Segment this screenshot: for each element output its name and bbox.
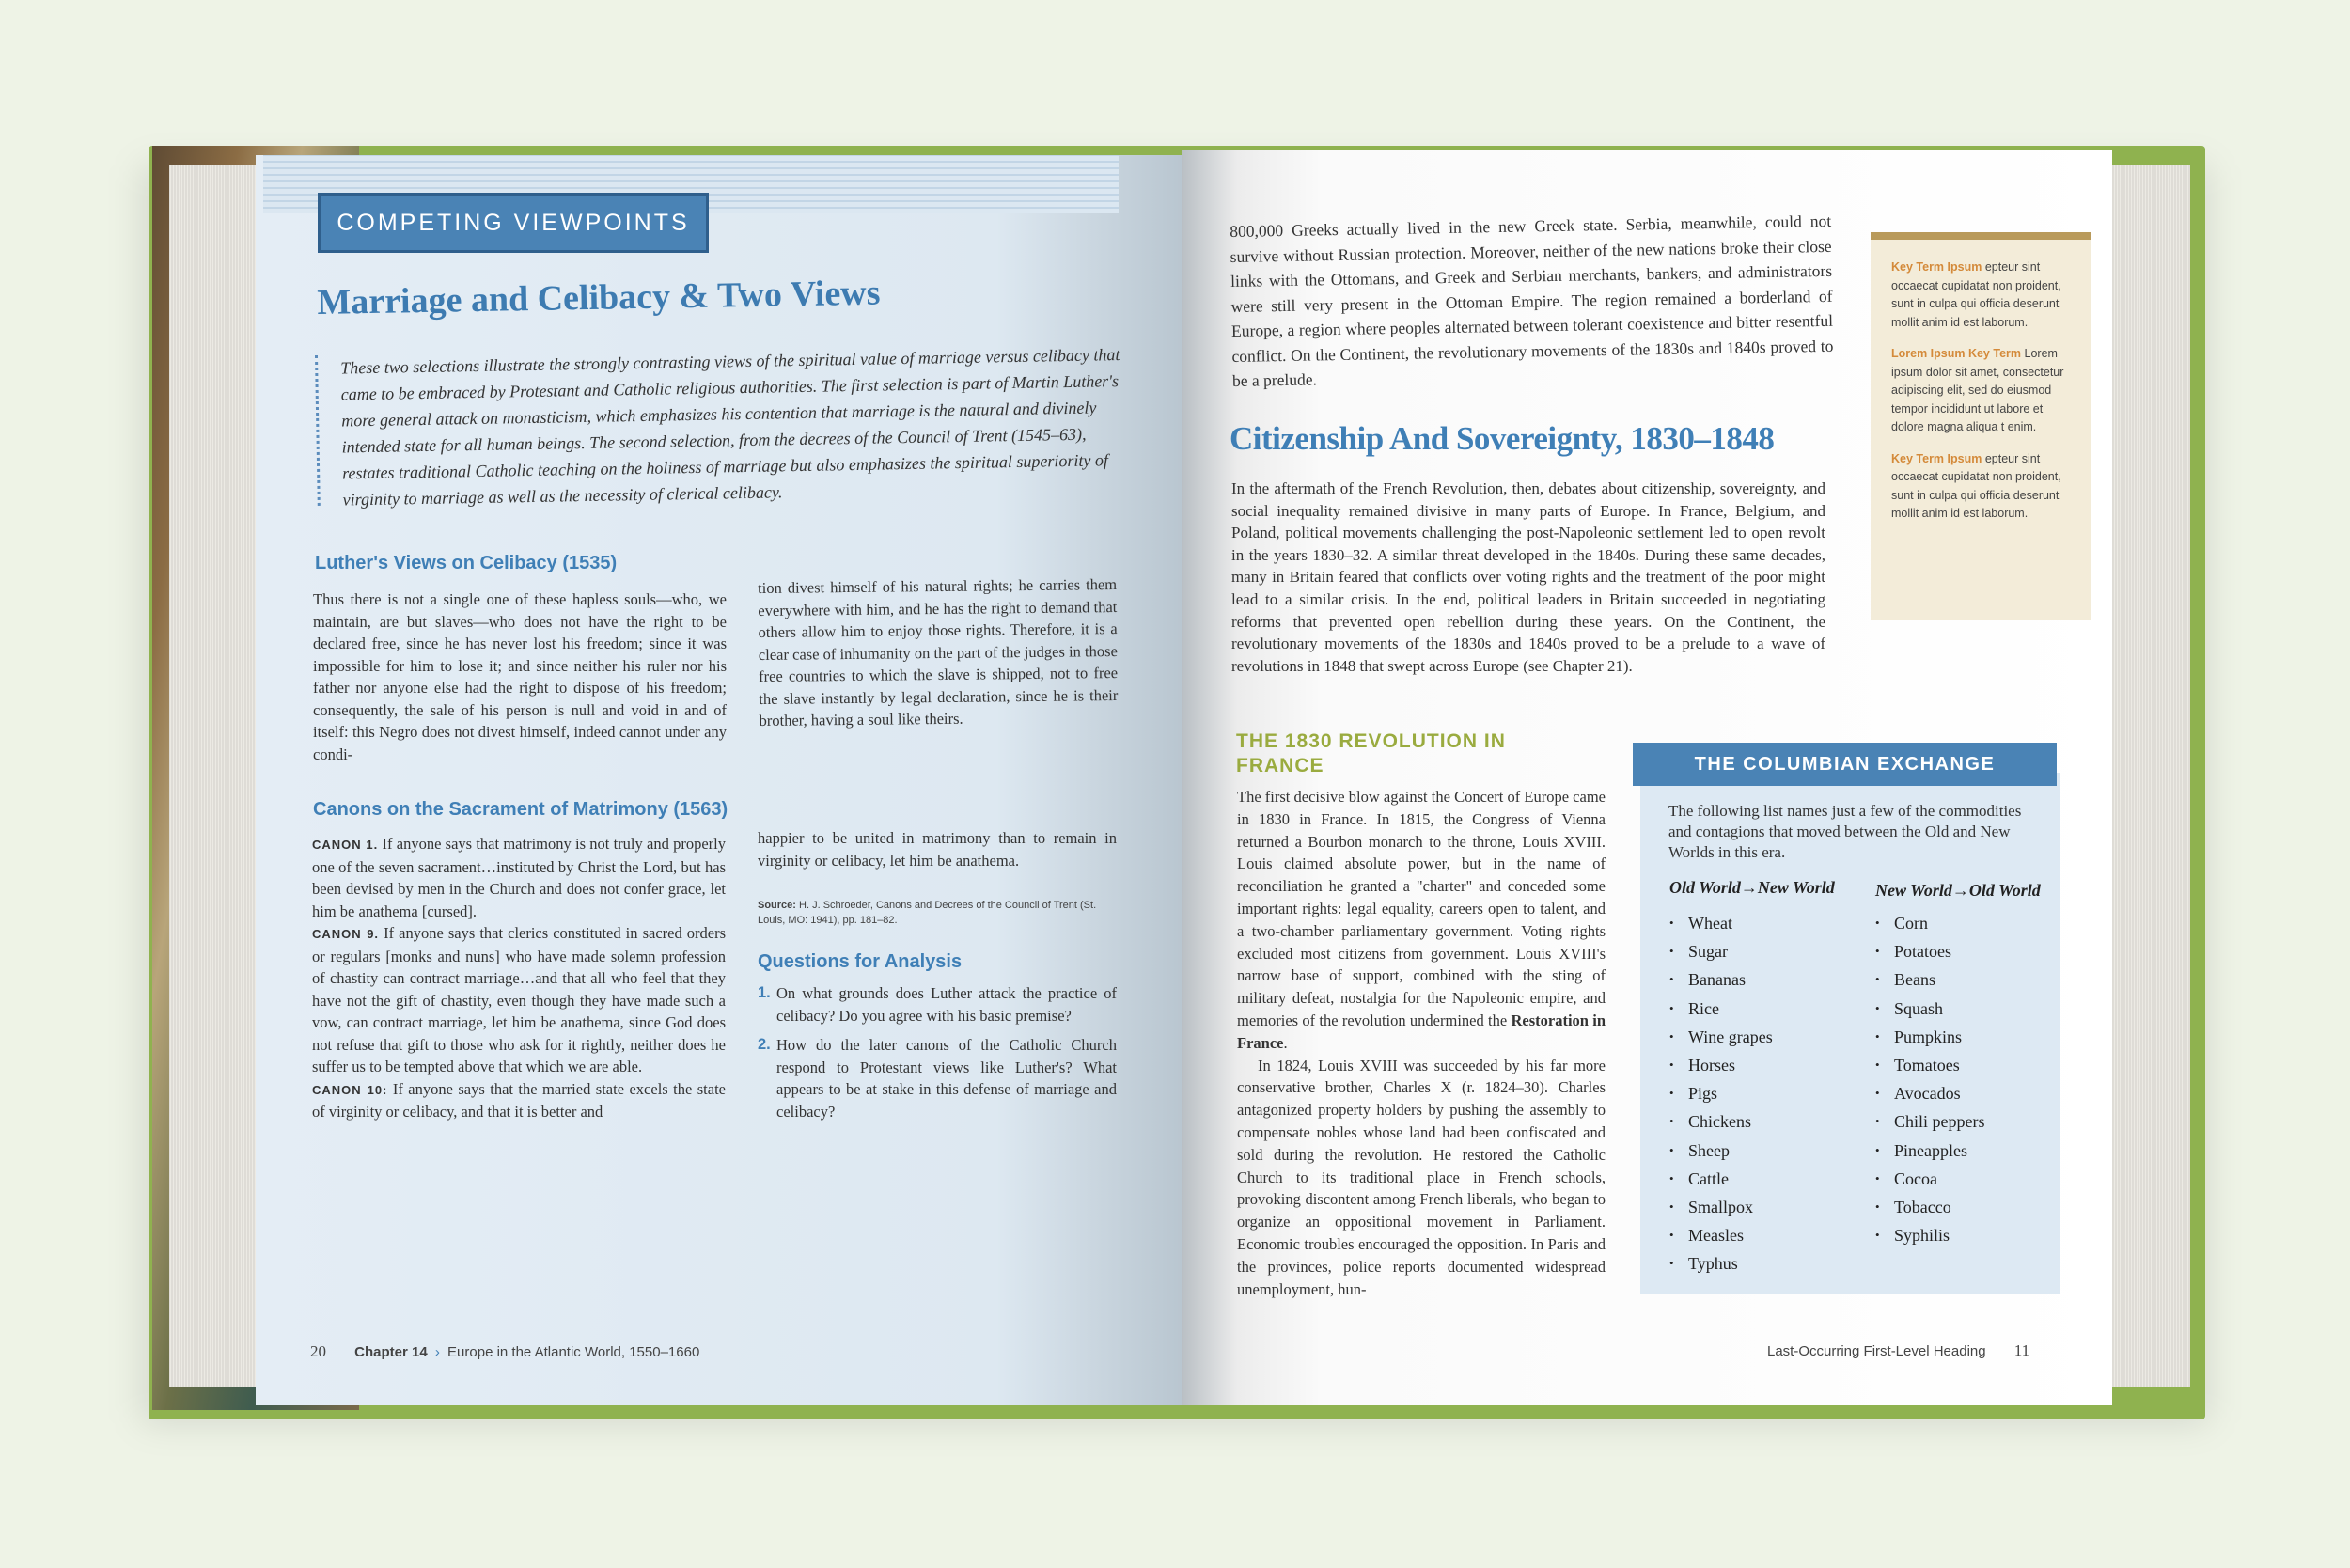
- columbian-exchange-heading: THE COLUMBIAN EXCHANGE: [1633, 743, 2057, 786]
- subsection-heading: THE 1830 REVOLUTION IN FRANCE: [1236, 730, 1506, 776]
- opening-paragraph: 800,000 Greeks actually lived in the new Greek state. Serbia, meanwhile, could not survive without Russian protection. Moreover, neither of the new nations broke their close links with the Ottomans, and Greek and Serbian merchants, bankers, and administrators were still very present in the Ottoman Empire. The region remained a borderland of Europe, a region where peoples alternated between tolerant coexistence and bitter resentful conflict. On the Continent, the revolutionary movements of the 1830s and 1840s proved to be a prelude.: [1230, 211, 1834, 390]
- columbian-intro: The following list names just a few of the commodities and contagions that moved between the Old and New Worlds in this era.: [1668, 802, 2022, 861]
- list-item: • Cocoa: [1875, 1165, 1985, 1193]
- section-paragraph: In the aftermath of the French Revolution, then, debates about citizenship, sovereignty, and social inequality remained divisive in many parts of Europe. In France, Belgium, and Poland, political movements challenging the post-Napoleonic settlement led to open revolt in the years 1830–32. A similar threat developed in the 1840s. During these same decades, many in Britain feared that conflicts over voting rights and the treatment of the poor might lead to a similar crisis. In the end, political leaders in Britain succeeded in negotiating reforms that prevented open rebellion during these years. On the Continent, the revolutionary movements of the 1830s and 1840s proved to be a prelude to a wave of revolutions in 1848 that swept across Europe (see Chapter 21).: [1231, 479, 1825, 675]
- list-item: • Bananas: [1669, 965, 1773, 994]
- right-page-number: 11: [2013, 1341, 2030, 1359]
- canon-9-label: CANON 9.: [312, 927, 380, 941]
- list-item: • Corn: [1875, 909, 1985, 937]
- questions-heading: Questions for Analysis: [758, 951, 963, 972]
- list-item: • Pigs: [1669, 1079, 1773, 1107]
- luther-text-col1: Thus there is not a single one of these hapless souls—who, we maintain, are but slaves—who does not have the right to be declared free, since he has never lost his freedom; since it was impossible for him to lose it; and since neither his ruler nor his father nor anyone else had the right to dispose of his freedom; consequently, the sale of his person is null and void in and of itself: this Negro does not divest himself, indeed cannot under any condi-: [313, 590, 727, 763]
- key-term-definition: epteur sint occaecat cupidatat non proident, sunt in culpa qui officia deserunt mollit anim id est laborum.: [1891, 260, 2061, 329]
- left-footer: [310, 1342, 699, 1361]
- subsection-text: [1237, 786, 1606, 1300]
- list-item: • Typhus: [1669, 1249, 1773, 1278]
- key-term-label: Lorem Ipsum Key Term: [1891, 347, 2022, 360]
- list-item: • Potatoes: [1875, 937, 1985, 965]
- source-text: H. J. Schroeder, Canons and Decrees of the Council of Trent (St. Louis, MO: 1941), pp. 181–82.: [758, 900, 1097, 926]
- question-number: 2.: [758, 1036, 771, 1053]
- list-item: • Squash: [1875, 995, 1985, 1023]
- key-term-entry: [1891, 259, 2075, 332]
- list-item: • Beans: [1875, 965, 1985, 994]
- list-item: • Tomatoes: [1875, 1051, 1985, 1079]
- subsection-paragraph-1-text: The first decisive blow against the Concert of Europe came in 1830 in France. In 1815, the Congress of Vienna returned a Bourbon monarch to the throne, Louis XVIII. Louis claimed absolute power, but in the name of reconciliation he granted a "charter" and conceded some important rights: legal equality, careers open to talent, and a two-chamber parliamentary government. Voting rights excluded most citizens from government. Louis XVIII's narrow base of support, combined with the sting of military defeat, nostalgia for the Napoleonic empire, and memories of the revolution undermined the: [1237, 788, 1606, 1029]
- list-item: • Smallpox: [1669, 1193, 1773, 1221]
- list-item: • Chili peppers: [1875, 1107, 1985, 1136]
- canon-10-label: CANON 10:: [312, 1082, 388, 1097]
- canon-10: [312, 1078, 726, 1123]
- list-item: • Wine grapes: [1669, 1023, 1773, 1051]
- list-item: • Pineapples: [1875, 1137, 1985, 1165]
- canon-9: [312, 922, 726, 1078]
- canons-heading: Canons on the Sacrament of Matrimony (1563): [313, 799, 728, 820]
- list-item: • Sheep: [1669, 1137, 1773, 1165]
- key-terms-sidebar: [1871, 232, 2092, 620]
- list-item: • Wheat: [1669, 909, 1773, 937]
- list-item: • Tobacco: [1875, 1193, 1985, 1221]
- source-citation: [758, 898, 1117, 928]
- page-edges-left: [169, 165, 263, 1387]
- subsection-paragraph-1: [1237, 786, 1606, 1055]
- canon-1: [312, 833, 726, 922]
- intro-text: These two selections illustrate the strongly contrasting views of the spiritual value of marriage versus celibacy that came to be embraced by Protestant and Catholic religious authorities. The first selection is part of Martin Luther's more general attack on monasticism, which emphasizes his contention that marriage is the natural and divinely intended state for all human beings. The second selection, from the decrees of the Council of Trent (1545–63), restates traditional Catholic teaching on the holiness of marriage but also emphasizes the spiritual superiority of virginity to marriage as well as the necessity of clerical celibacy.: [340, 345, 1120, 510]
- key-term-label: Key Term Ipsum: [1891, 260, 1982, 274]
- list-item: • Avocados: [1875, 1079, 1985, 1107]
- list-item: • Sugar: [1669, 937, 1773, 965]
- list-item: • Cattle: [1669, 1165, 1773, 1193]
- subsection-paragraph-2: In 1824, Louis XVIII was succeeded by his far more conservative brother, Charles X (r. 1824–30). Charles antagonized property holders by pushing the assembly to compensate nobles whose land had been confiscated and sold during the revolution. He restored the Catholic Church to its traditional place in French schools, provoking discontent among French liberals, who began to organize an oppositional movement in Parliament. Economic troubles encouraged the opposition. In Paris and the provinces, police reports documented widespread unemployment, hun-: [1237, 1056, 1606, 1298]
- key-term-entry: [1891, 345, 2075, 437]
- key-term-entry: [1891, 450, 2075, 524]
- footer-chapter: Chapter 14: [354, 1344, 428, 1360]
- footer-chapter-title: Europe in the Atlantic World, 1550–1660: [447, 1344, 700, 1360]
- question-text: How do the later canons of the Catholic Church respond to Protestant views like Luther's? What appears to be at stake in this defense of marriage and celibacy?: [776, 1036, 1117, 1121]
- competing-viewpoints-badge: COMPETING VIEWPOINTS: [318, 193, 709, 253]
- canon-1-text: If anyone says that matrimony is not truly and properly one of the seven sacrament…instituted by Christ the Lord, but has been devised by men in the Church and does not confer grace, let him be anathema [cursed].: [312, 835, 726, 920]
- footer-separator: ›: [434, 1344, 440, 1360]
- new-to-old-list: [1875, 909, 1985, 1249]
- list-item: • Chickens: [1669, 1107, 1773, 1136]
- right-footer: [1767, 1341, 2029, 1360]
- new-to-old-heading: New World→Old World: [1875, 881, 2041, 900]
- question-number: 1.: [758, 984, 771, 1001]
- question-item: [758, 1034, 1117, 1122]
- restoration-term: Restoration in France: [1237, 1011, 1606, 1052]
- canon-10-text: If anyone says that the married state excels the state of virginity or celibacy, and that it is better and: [312, 1079, 726, 1121]
- canon-9-text: If anyone says that clerics constituted in sacred orders or regulars [monks and nuns] who have made solemn profession of chastity can contract marriage…and that all who feel that they have not the gift of chastity, even though they have made such a vow, can contract marriage, let him be anathema, since God does not refuse that gift to those who ask for it rightly, neither does he suffer us to be tempted above that which we are able.: [312, 924, 726, 1075]
- page-title: Marriage and Celibacy & Two Views: [317, 273, 881, 322]
- subsection-paragraph-1-end: .: [1283, 1033, 1288, 1052]
- list-item: • Syphilis: [1875, 1221, 1985, 1249]
- key-term-definition: Lorem ipsum dolor sit amet, consectetur adipiscing elit, sed do eiusmod tempor incididunt ut labore et dolore magna aliqua t enim.: [1891, 347, 2064, 433]
- key-term-label: Key Term Ipsum: [1891, 451, 1982, 465]
- list-item: • Rice: [1669, 995, 1773, 1023]
- question-text: On what grounds does Luther attack the practice of celibacy? Do you agree with his basic premise?: [776, 984, 1117, 1025]
- luther-text-col2: tion divest himself of his natural rights; he carries them everywhere with him, and he has the right to demand that others allow him to enjoy those rights. Therefore, it is a clear case of inhumanity on the part of the judges in those free countries to which the slave is shipped, not to free the slave instantly by legal declaration, since he is their brother, having a soul like theirs.: [758, 574, 1119, 729]
- old-to-new-heading: Old World→New World: [1669, 878, 1835, 897]
- luther-heading: Luther's Views on Celibacy (1535): [315, 553, 618, 573]
- old-to-new-list: [1669, 909, 1773, 1278]
- key-term-definition: epteur sint occaecat cupidatat non proident, sunt in culpa qui officia deserunt mollit anim id est laborum.: [1891, 451, 2061, 520]
- list-item: • Horses: [1669, 1051, 1773, 1079]
- left-page-number: 20: [310, 1342, 326, 1360]
- list-item: • Pumpkins: [1875, 1023, 1985, 1051]
- canons-text-col2: happier to be united in matrimony than to remain in virginity or celibacy, let him be anathema.: [758, 829, 1117, 870]
- list-item: • Measles: [1669, 1221, 1773, 1249]
- questions-list: [758, 982, 1117, 1130]
- section-heading: Citizenship And Sovereignty, 1830–1848: [1230, 420, 1775, 457]
- question-item: [758, 982, 1117, 1027]
- canons-text-col1: [312, 833, 726, 1123]
- intro-block: [315, 341, 1129, 510]
- running-head: Last-Occurring First-Level Heading: [1767, 1343, 1986, 1359]
- source-label: Source:: [758, 900, 796, 911]
- canon-1-label: CANON 1.: [312, 838, 379, 852]
